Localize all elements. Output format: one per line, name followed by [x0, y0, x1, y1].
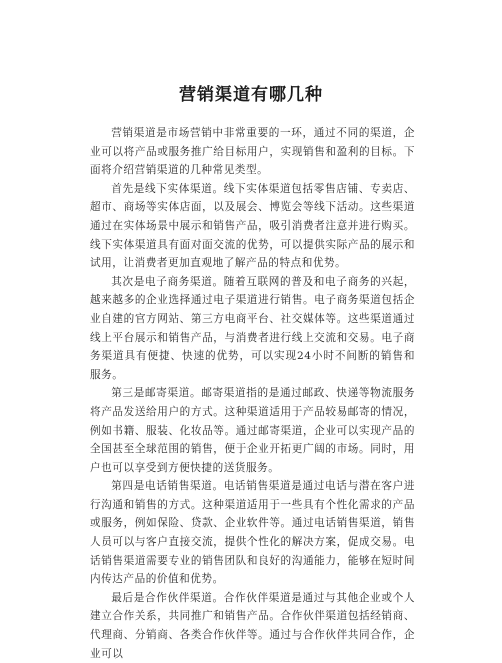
paragraph-ecommerce-channel: 其次是电子商务渠道。随着互联网的普及和电子商务的兴起，越来越多的企业选择通过电子渠道进行销售。电子商务渠道包括企业自建的官方网站、第三方电商平台、社交媒体等。这些渠道通过线上平台展示和销售产品，与消费者进行线上交流和交易。电子商务渠道具有便捷、快速的优势，可以实现24小时不间断的销售和服务。: [90, 275, 415, 381]
paragraph-intro: 营销渠道是市场营销中非常重要的一环，通过不同的渠道，企业可以将产品或服务推广给目标用户，实现销售和盈利的目标。下面将介绍营销渠道的几种常见类型。: [90, 127, 415, 177]
page-title: 营销渠道有哪几种: [179, 85, 323, 105]
article-body: [90, 124, 415, 663]
paragraph-mail-channel: 第三是邮寄渠道。邮寄渠道指的是通过邮政、快递等物流服务将产品发送给用户的方式。这种渠道适用于产品较易邮寄的情况，例如书籍、服装、化妆品等。通过邮寄渠道，企业可以实现产品的全国甚至全球范围的销售，便于企业开拓更广阔的市场。同时，用户也可以享受到方便快捷的送货服务。: [90, 387, 415, 474]
paragraph-offline-channel: 首先是线下实体渠道。线下实体渠道包括零售店铺、专卖店、超市、商场等实体店面，以及展会、博览会等线下活动。这些渠道通过在实体场景中展示和销售产品，吸引消费者注意并进行购买。线下实体渠道具有面对面交流的优势，可以提供实际产品的展示和试用，让消费者更加直观地了解产品的特点和优势。: [90, 182, 415, 270]
paragraph-partner-channel: 最后是合作伙伴渠道。合作伙伴渠道是通过与其他企业或个人建立合作关系，共同推广和销售产品。合作伙伴渠道包括经销商、代理商、分销商、各类合作伙伴等。通过与合作伙伴共同合作，企业可以: [90, 591, 415, 660]
paragraph-phone-sales-channel: 第四是电话销售渠道。电话销售渠道是通过电话与潜在客户进行沟通和销售的方式。这种渠道适用于一些具有个性化需求的产品或服务，例如保险、贷款、企业软件等。通过电话销售渠道，销售人员可以与客户直接交流，提供个性化的解决方案，促成交易。电话销售渠道需要专业的销售团队和良好的沟通能力，能够在短时间内传达产品的价值和优势。: [90, 480, 415, 586]
